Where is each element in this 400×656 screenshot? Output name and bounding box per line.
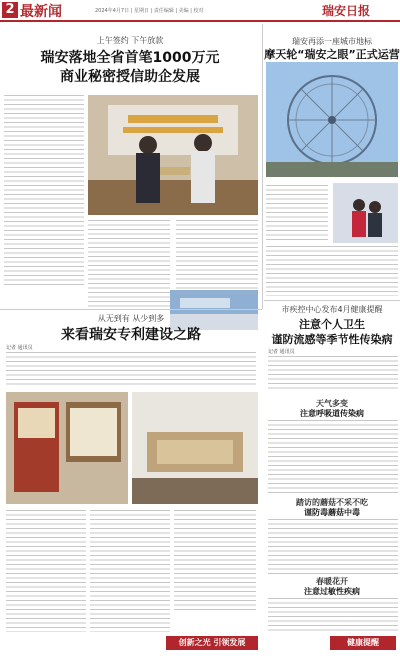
product-display-photo xyxy=(132,392,258,504)
second-article-body-2 xyxy=(90,510,170,632)
ferris-title: 摩天轮“瑞安之眼”正式运营 xyxy=(264,48,400,61)
health-sub1b: 注意呼吸道传染病 xyxy=(300,409,364,418)
second-article-intro xyxy=(6,352,256,388)
ferris-couple-photo xyxy=(333,183,398,243)
column-divider xyxy=(262,24,263,309)
health-body-1 xyxy=(268,420,398,495)
health-title-line2: 谨防流感等季节性传染病 xyxy=(271,333,393,346)
second-article-body-3 xyxy=(174,510,256,610)
ferris-article-body-2 xyxy=(266,246,398,296)
health-body-2 xyxy=(268,519,398,574)
innovation-banner: 创新之光 引领发展 xyxy=(166,636,258,650)
lead-article-body xyxy=(4,95,84,285)
ferris-article-body xyxy=(266,185,328,240)
second-article-body-1 xyxy=(6,510,86,632)
health-kicker: 市疾控中心发布4月健康提醒 xyxy=(281,305,383,314)
second-kicker: 从无到有 从少到多 xyxy=(97,314,165,323)
lead-article-body-3 xyxy=(176,220,258,290)
health-byline: 记者 通讯员 xyxy=(268,349,295,355)
health-sub2b: 谨防毒蘑菇中毒 xyxy=(304,508,360,517)
newspaper-logo: 瑞安日报 xyxy=(322,4,371,18)
health-body-3 xyxy=(268,598,398,632)
patent-display-photo xyxy=(6,392,128,504)
lead-photo xyxy=(88,95,258,215)
ferris-wheel-photo xyxy=(266,62,398,177)
dateline: 2024年4月7日 | 星期日 | 责任编辑 | 美编 | 校对 xyxy=(95,8,204,14)
health-title-line1: 注意个人卫生 xyxy=(299,318,365,331)
health-sub1: 天气多变 xyxy=(316,399,348,408)
second-byline: 记者 通讯员 xyxy=(6,345,33,351)
health-banner: 健康提醒 xyxy=(330,636,396,650)
lead-article-body-2 xyxy=(88,220,170,310)
health-intro xyxy=(268,356,398,392)
ferris-kicker: 瑞安再添一座城市地标 xyxy=(292,37,372,46)
page-number: 2 xyxy=(2,2,18,18)
health-sub3b: 注意过敏性疾病 xyxy=(304,587,360,596)
health-divider xyxy=(264,300,400,301)
second-title: 来看瑞安专利建设之路 xyxy=(61,327,201,343)
section-divider xyxy=(0,309,262,310)
lead-kicker: 上午签约 下午放款 xyxy=(96,36,164,45)
health-sub3: 春暖花开 xyxy=(316,577,348,586)
lead-title-line1: 瑞安落地全省首笔1000万元 xyxy=(40,50,220,66)
health-sub2: 踏访的蘑菇不采不吃 xyxy=(296,498,368,507)
section-title: 最新闻 xyxy=(20,4,62,20)
lead-title-line2: 商业秘密授信助企发展 xyxy=(60,69,200,85)
